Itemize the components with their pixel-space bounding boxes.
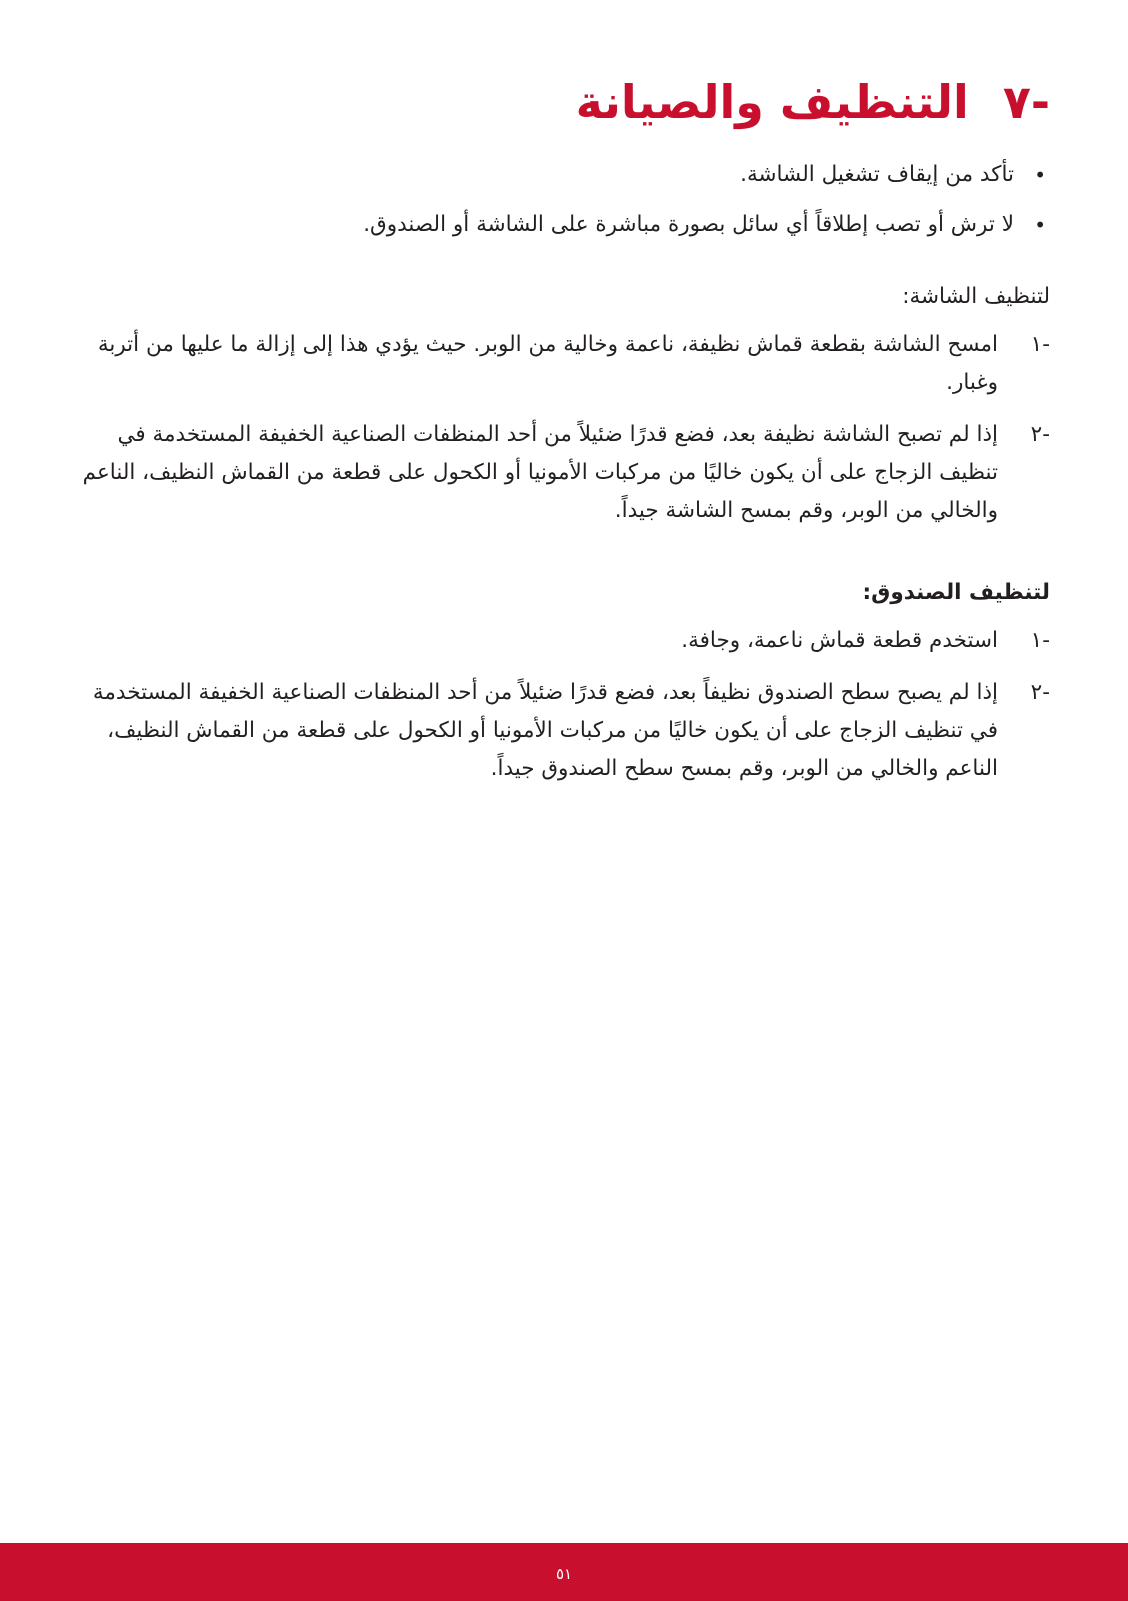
page-number: ٥١ <box>555 1565 573 1583</box>
screen-cleaning-label: لتنظيف الشاشة: <box>902 284 1050 309</box>
step-text: امسح الشاشة بقطعة قماش نظيفة، ناعمة وخالية من الوبر. حيث يؤدي هذا إلى إزالة ما عليها من أتربة وغبار. <box>97 332 998 395</box>
precautions-list <box>78 160 1050 240</box>
section-number: -٧ <box>1002 75 1050 129</box>
step-number: -٢ <box>1030 680 1050 705</box>
step-number: -٢ <box>1030 422 1050 447</box>
step-number: -١ <box>1030 332 1050 357</box>
bullet-icon: • <box>1034 163 1046 187</box>
step-number: -١ <box>1030 628 1050 653</box>
list-item <box>78 326 1050 402</box>
precaution-text: لا ترش أو تصب إطلاقاً أي سائل بصورة مباشرة على الشاشة أو الصندوق. <box>363 212 1014 237</box>
screen-cleaning-steps <box>78 326 1050 530</box>
step-text: إذا لم يصبح سطح الصندوق نظيفاً بعد، فضع قدرًا ضئيلاً من أحد المنظفات الصناعية الخفيفة المستخدمة في تنظيف الزجاج على أن يكون خاليًا من مركبات الأمونيا أو الكحول على قطعة من القماش النظيف، الناعم والخالي من الوبر، وقم بمسح سطح الصندوق جيداً. <box>92 680 998 781</box>
list-item <box>78 210 1050 240</box>
section-heading <box>78 62 1050 142</box>
list-item <box>78 416 1050 530</box>
bullet-icon: • <box>1034 213 1046 237</box>
footer-bar <box>0 1543 1128 1601</box>
step-text: إذا لم تصبح الشاشة نظيفة بعد، فضع قدرًا ضئيلاً من أحد المنظفات الصناعية الخفيفة المستخدمة في تنظيف الزجاج على أن يكون خاليًا من مركبات الأمونيا أو الكحول على قطعة من القماش النظيف، الناعم والخالي من الوبر، وقم بمسح الشاشة جيداً. <box>82 422 998 523</box>
case-cleaning-steps <box>78 622 1050 788</box>
page-content <box>78 62 1050 788</box>
list-item <box>78 622 1050 660</box>
list-item <box>78 160 1050 190</box>
case-cleaning-label: لتنظيف الصندوق: <box>862 580 1050 605</box>
list-item <box>78 674 1050 788</box>
step-text: استخدم قطعة قماش ناعمة، وجافة. <box>681 628 998 653</box>
precaution-text: تأكد من إيقاف تشغيل الشاشة. <box>740 162 1014 187</box>
section-title: التنظيف والصيانة <box>575 75 969 129</box>
